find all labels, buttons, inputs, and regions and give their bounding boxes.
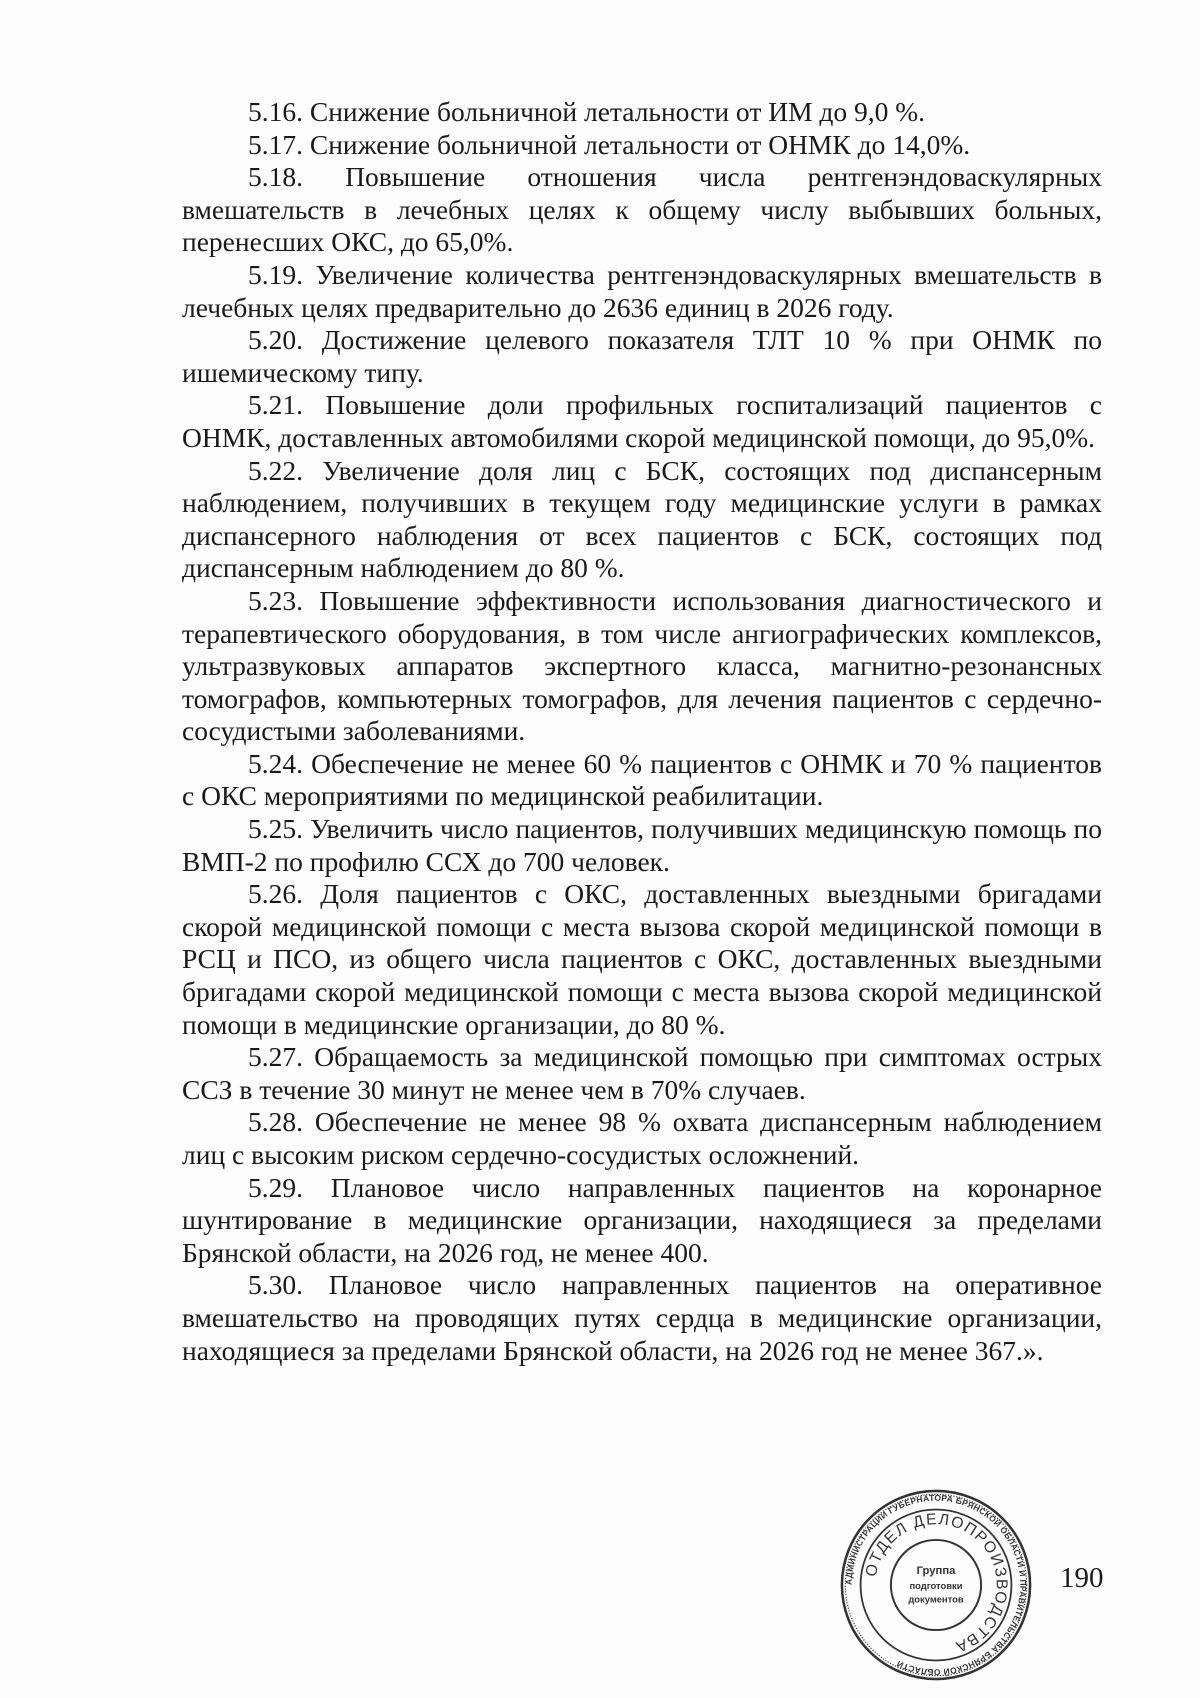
item-5-28: 5.28. Обеспечение не менее 98 % охвата диспансерным наблюдением лиц с высоким риском сердечно-сосудистых осложнений. [182, 1106, 1102, 1170]
item-5-16: 5.16. Снижение больничной летальности от ИМ до 9,0 %. [248, 96, 926, 127]
item-5-21: 5.21. Повышение доли профильных госпитализаций пациентов с ОНМК, доставленных автомобилями скорой медицинской помощи, до 95,0%. [182, 389, 1102, 453]
item-5-26: 5.26. Доля пациентов с ОКС, доставленных выездными бригадами скорой медицинской помощи с места вызова скорой медицинской помощи в РСЦ и ПСО, из общего числа пациентов с ОКС, доставленных выездными бригадами скорой медицинской помощи с места вызова скорой медицинской помощи в медицинские организации, до 80 %. [182, 878, 1102, 1040]
item-5-30: 5.30. Плановое число направленных пациентов на оперативное вмешательство на проводящих путях сердца в медицинские организации, находящиеся за пределами Брянской области, на 2026 год не менее 367.». [182, 1269, 1102, 1366]
item-5-19: 5.19. Увеличение количества рентгенэндоваскулярных вмешательств в лечебных целях предварительно до 2636 единиц в 2026 году. [182, 258, 1102, 323]
item-5-22: 5.22. Увеличение доля лиц с БСК, состоящих под диспансерным наблюдением, получивших в текущем году медицинские услуги в рамках диспансерного наблюдения от всех пациентов с БСК, состоящих под диспансерным наблюдением до 80 %. [182, 454, 1102, 584]
seal-center-line-3: документов [908, 1593, 964, 1605]
item-5-23: 5.23. Повышение эффективности использования диагностического и терапевтического оборудования, в том числе ангиографических комплексов, ультразвуковых аппаратов экспертного класса, магнитно-резонансных томографов, компьютерных томографов, для лечения пациентов с сердечно-сосудистыми заболеваниями. [182, 584, 1102, 747]
item-5-27: 5.27. Обращаемость за медицинской помощью при симптомах острых ССЗ в течение 30 минут не менее чем в 70% случаев. [182, 1041, 1102, 1105]
page-number: 190 [1060, 1562, 1104, 1594]
seal-center-line-1: Группа [916, 1565, 956, 1578]
seal-center-line-2: подготовки [909, 1579, 963, 1591]
seal-middle-text: ОТДЕЛ ДЕЛОПРОИЗВОДСТВА [862, 1510, 1010, 1656]
document-body [182, 96, 1102, 1367]
item-5-20: 5.20. Достижение целевого показателя ТЛТ 10 % при ОНМК по ишемическому типу. [182, 324, 1102, 388]
item-5-24: 5.24. Обеспечение не менее 60 % пациентов с ОНМК и 70 % пациентов с ОКС мероприятиями по медицинской реабилитации. [182, 747, 1102, 812]
item-5-29: 5.29. Плановое число направленных пациентов на коронарное шунтирование в медицинские организации, находящиеся за пределами Брянской области, на 2026 год, не менее 400. [182, 1171, 1102, 1268]
item-5-18: 5.18. Повышение отношения числа рентгенэндоваскулярных вмешательств в лечебных целях к общему числу выбывших больных, перенесших ОКС, до 65,0%. [182, 161, 1102, 258]
official-seal [838, 1487, 1034, 1683]
seal-outer-text: АДМИНИСТРАЦИИ ГУБЕРНАТОРА БРЯНСКОЙ ОБЛАСТИ И ПРАВИТЕЛЬСТВА БРЯНСКОЙ ОБЛАСТИ [843, 1492, 1029, 1678]
item-5-25: 5.25. Увеличить число пациентов, получивших медицинскую помощь по ВМП-2 по профилю ССХ до 700 человек. [182, 813, 1102, 877]
item-5-17: 5.17. Снижение больничной летальности от ОНМК до 14,0%. [248, 128, 971, 160]
